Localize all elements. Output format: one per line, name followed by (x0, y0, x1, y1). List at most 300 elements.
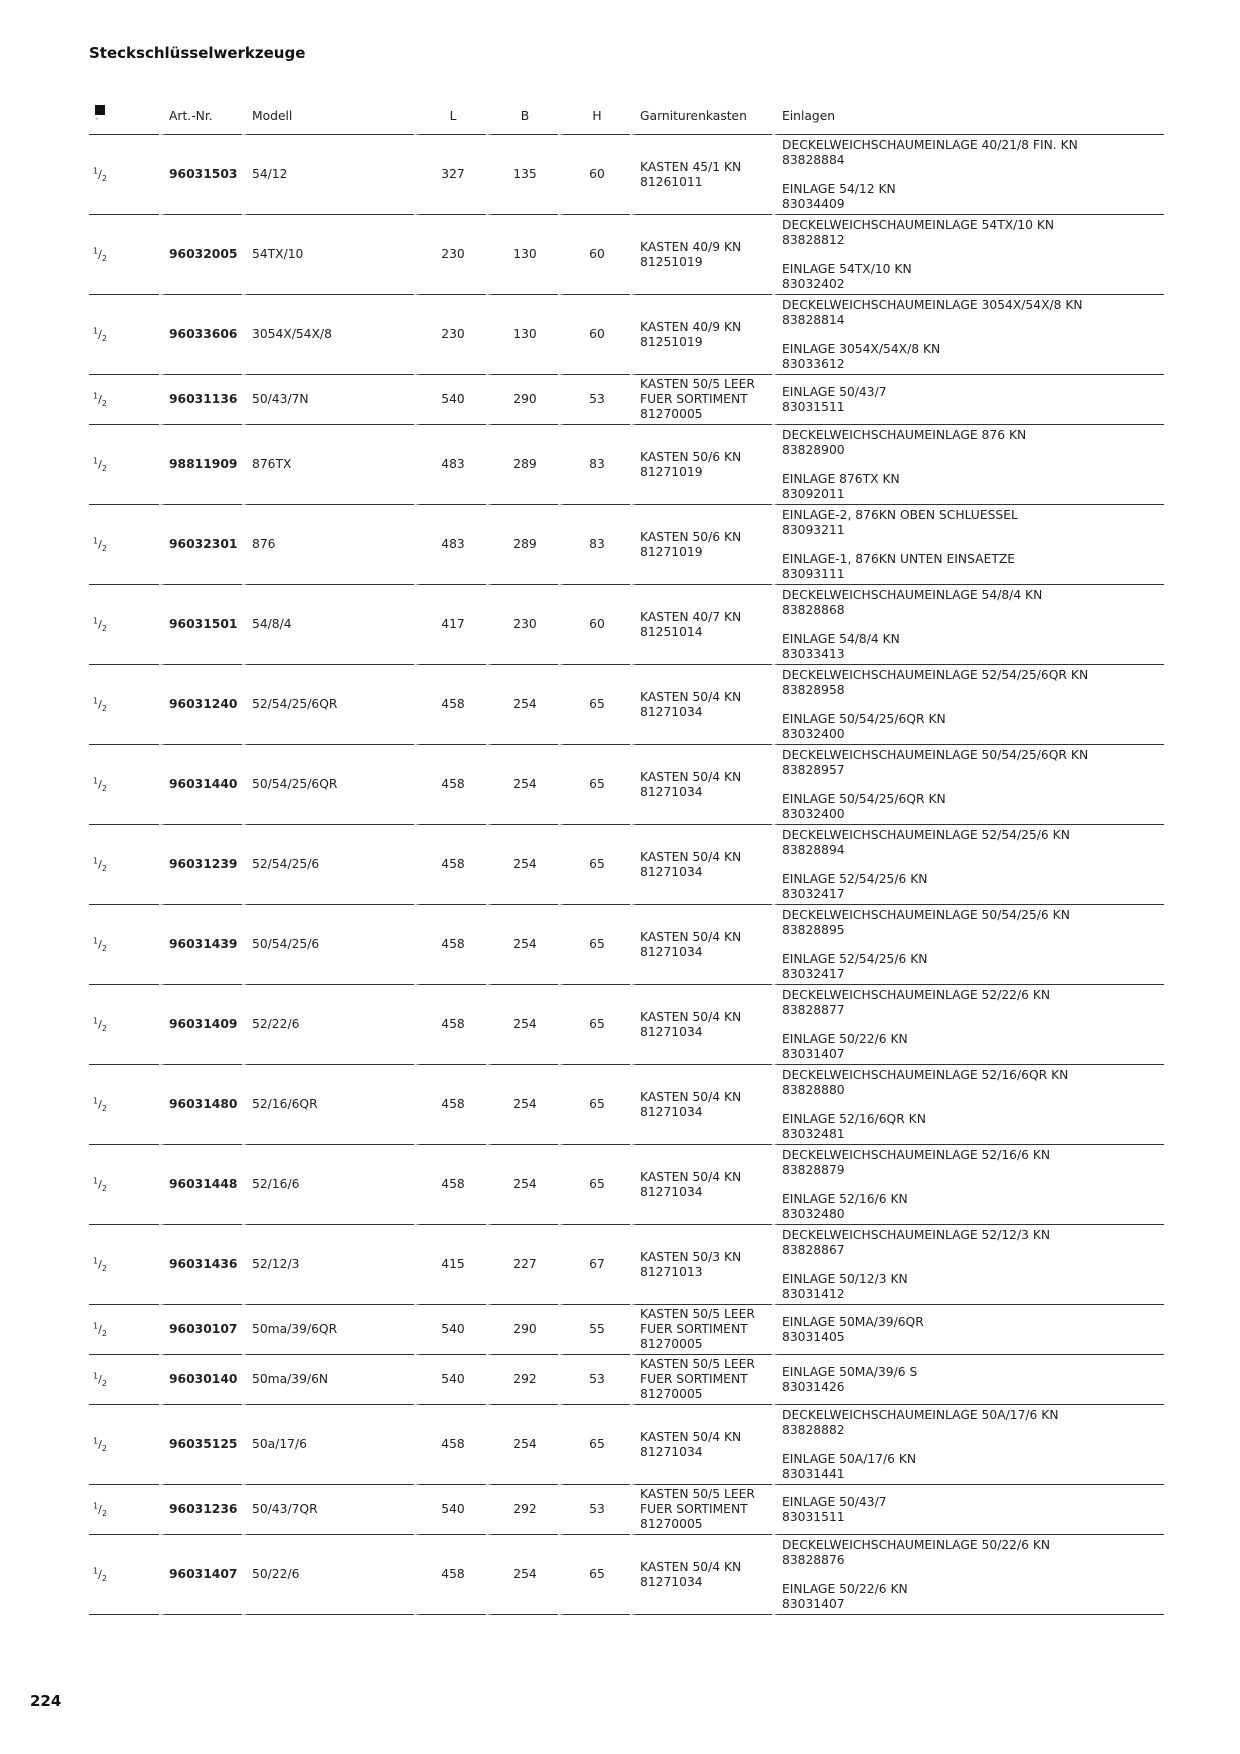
fraction-slash: / (98, 537, 102, 551)
table-row (89, 1225, 1164, 1305)
kasten-line: 81270005 (640, 1387, 703, 1401)
table-row (89, 135, 1164, 215)
art-nr: 96031409 (159, 985, 242, 1065)
length: 458 (414, 1405, 486, 1485)
drive-fraction (93, 698, 107, 711)
einlagen (772, 1145, 1164, 1225)
einlage-number: 83828814 (782, 312, 845, 327)
einlage-number: 83031441 (782, 1466, 845, 1481)
kasten-line: 81271034 (640, 1184, 703, 1199)
fraction-slash: / (98, 1567, 102, 1581)
width: 254 (486, 665, 558, 745)
height: 55 (558, 1305, 630, 1355)
length: 458 (414, 1535, 486, 1615)
kasten-line: FUER SORTIMENT (640, 1502, 748, 1516)
table-row (89, 985, 1164, 1065)
drive-denominator: 2 (101, 398, 107, 408)
einlage-name: DECKELWEICHSCHAUMEINLAGE 54/8/4 KN (782, 587, 1043, 602)
einlagen (772, 585, 1164, 665)
table-row (89, 585, 1164, 665)
width: 230 (486, 585, 558, 665)
drive-size (89, 505, 159, 585)
model: 50ma/39/6N (242, 1355, 414, 1405)
model: 54/12 (242, 135, 414, 215)
drive-denominator: 2 (101, 173, 107, 183)
length: 327 (414, 135, 486, 215)
kasten-line: KASTEN 40/7 KN (640, 609, 742, 624)
drive-fraction (93, 538, 107, 551)
einlage-number: 83828812 (782, 232, 845, 247)
einlage-number: 83032480 (782, 1206, 845, 1221)
drive-fraction (93, 168, 107, 181)
einlage-number: 83032400 (782, 806, 845, 821)
einlage-spacer (782, 1568, 1164, 1582)
einlagen (772, 1405, 1164, 1485)
drive-size (89, 825, 159, 905)
drive-numerator: 1 (93, 1566, 99, 1576)
width: 254 (486, 745, 558, 825)
einlage-spacer (782, 1258, 1164, 1272)
drive-denominator: 2 (101, 943, 107, 953)
table-row (89, 1305, 1164, 1355)
einlage-number: 83031412 (782, 1286, 845, 1301)
garniturenkasten (630, 665, 772, 745)
drive-size (89, 1065, 159, 1145)
einlage-name: EINLAGE 3054X/54X/8 KN (782, 341, 941, 356)
drive-size (89, 295, 159, 375)
length: 458 (414, 905, 486, 985)
kasten-line: 81270005 (640, 1337, 703, 1351)
garniturenkasten (630, 745, 772, 825)
drive-fraction (93, 938, 107, 951)
art-nr: 96032301 (159, 505, 242, 585)
width: 254 (486, 985, 558, 1065)
garniturenkasten (630, 505, 772, 585)
kasten-line: 81251019 (640, 334, 703, 349)
width: 135 (486, 135, 558, 215)
einlage-name: EINLAGE 52/16/6QR KN (782, 1111, 926, 1126)
einlage-spacer (782, 858, 1164, 872)
garniturenkasten (630, 1145, 772, 1225)
fraction-slash: / (98, 1177, 102, 1191)
fraction-slash: / (98, 1372, 102, 1386)
width: 227 (486, 1225, 558, 1305)
drive-numerator: 1 (93, 616, 99, 626)
height: 65 (558, 985, 630, 1065)
model: 50/54/25/6QR (242, 745, 414, 825)
kasten-line: KASTEN 40/9 KN (640, 319, 742, 334)
art-nr: 96031436 (159, 1225, 242, 1305)
length: 458 (414, 985, 486, 1065)
einlage-name: EINLAGE 50MA/39/6 S (782, 1364, 918, 1379)
table-row (89, 1145, 1164, 1225)
product-table (89, 84, 1164, 1615)
kasten-line: KASTEN 50/4 KN (640, 1089, 742, 1104)
einlage-number: 83828876 (782, 1552, 845, 1567)
einlage-number: 83033413 (782, 646, 845, 661)
fraction-slash: / (98, 1437, 102, 1451)
drive-denominator: 2 (101, 1183, 107, 1193)
kasten-line: KASTEN 50/4 KN (640, 929, 742, 944)
header-drive (89, 84, 159, 135)
header-length: L (414, 84, 486, 135)
einlage-name: DECKELWEICHSCHAUMEINLAGE 876 KN (782, 427, 1027, 442)
width: 254 (486, 1535, 558, 1615)
einlage-name: DECKELWEICHSCHAUMEINLAGE 50A/17/6 KN (782, 1407, 1059, 1422)
height: 65 (558, 1405, 630, 1485)
drive-size (89, 1405, 159, 1485)
drive-denominator: 2 (101, 253, 107, 263)
kasten-line: KASTEN 50/4 KN (640, 1009, 742, 1024)
table-row (89, 1355, 1164, 1405)
length: 458 (414, 1145, 486, 1225)
art-nr: 96031503 (159, 135, 242, 215)
einlage-name: EINLAGE 50/22/6 KN (782, 1581, 908, 1596)
drive-size (89, 585, 159, 665)
width: 290 (486, 1305, 558, 1355)
drive-numerator: 1 (93, 456, 99, 466)
drive-denominator: 2 (101, 1508, 107, 1518)
drive-numerator: 1 (93, 696, 99, 706)
width: 292 (486, 1485, 558, 1535)
einlagen (772, 505, 1164, 585)
drive-denominator: 2 (101, 333, 107, 343)
einlage-name: EINLAGE 52/54/25/6 KN (782, 871, 928, 886)
art-nr: 96031480 (159, 1065, 242, 1145)
kasten-line: KASTEN 50/3 KN (640, 1249, 742, 1264)
drive-numerator: 1 (93, 1176, 99, 1186)
kasten-line: 81270005 (640, 1517, 703, 1531)
einlage-name: EINLAGE-1, 876KN UNTEN EINSAETZE (782, 551, 1016, 566)
garniturenkasten (630, 135, 772, 215)
width: 290 (486, 375, 558, 425)
model: 52/12/3 (242, 1225, 414, 1305)
length: 540 (414, 1305, 486, 1355)
table-row (89, 505, 1164, 585)
width: 130 (486, 295, 558, 375)
einlage-name: EINLAGE 54/8/4 KN (782, 631, 900, 646)
table-row (89, 1405, 1164, 1485)
kasten-line: 81271034 (640, 784, 703, 799)
length: 458 (414, 1065, 486, 1145)
kasten-line: 81251014 (640, 624, 703, 639)
drive-fraction (93, 1323, 107, 1336)
drive-numerator: 1 (93, 166, 99, 176)
einlage-name: EINLAGE 50/43/7 (782, 1494, 887, 1509)
einlage-spacer (782, 698, 1164, 712)
drive-fraction (93, 248, 107, 261)
length: 458 (414, 825, 486, 905)
drive-size (89, 1225, 159, 1305)
drive-fraction (93, 778, 107, 791)
art-nr: 98811909 (159, 425, 242, 505)
kasten-line: FUER SORTIMENT (640, 1372, 748, 1386)
kasten-line: 81271013 (640, 1264, 703, 1279)
art-nr: 96031448 (159, 1145, 242, 1225)
model: 50ma/39/6QR (242, 1305, 414, 1355)
model: 50/54/25/6 (242, 905, 414, 985)
drive-numerator: 1 (93, 1321, 99, 1331)
garniturenkasten (630, 215, 772, 295)
fraction-slash: / (98, 857, 102, 871)
einlage-spacer (782, 1438, 1164, 1452)
model: 52/16/6 (242, 1145, 414, 1225)
height: 67 (558, 1225, 630, 1305)
fraction-slash: / (98, 1097, 102, 1111)
height: 53 (558, 1355, 630, 1405)
einlage-number: 83032417 (782, 886, 845, 901)
drive-numerator: 1 (93, 536, 99, 546)
model: 876TX (242, 425, 414, 505)
kasten-line: KASTEN 50/4 KN (640, 1429, 742, 1444)
table-row (89, 745, 1164, 825)
einlage-number: 83031511 (782, 399, 845, 414)
einlage-name: DECKELWEICHSCHAUMEINLAGE 40/21/8 FIN. KN (782, 137, 1078, 152)
table-row (89, 665, 1164, 745)
einlage-number: 83031407 (782, 1046, 845, 1061)
garniturenkasten (630, 1355, 772, 1405)
header-kasten: Garniturenkasten (630, 84, 772, 135)
kasten-line: 81271034 (640, 704, 703, 719)
fraction-slash: / (98, 327, 102, 341)
einlage-number: 83032400 (782, 726, 845, 741)
drive-size (89, 375, 159, 425)
art-nr: 96031439 (159, 905, 242, 985)
height: 60 (558, 295, 630, 375)
length: 540 (414, 375, 486, 425)
drive-fraction (93, 1098, 107, 1111)
einlage-spacer (782, 1098, 1164, 1112)
garniturenkasten (630, 295, 772, 375)
garniturenkasten (630, 905, 772, 985)
einlagen (772, 1485, 1164, 1535)
drive-fraction (93, 393, 107, 406)
einlage-name: DECKELWEICHSCHAUMEINLAGE 54TX/10 KN (782, 217, 1055, 232)
kasten-line: KASTEN 40/9 KN (640, 239, 742, 254)
width: 254 (486, 1145, 558, 1225)
einlage-name: DECKELWEICHSCHAUMEINLAGE 52/12/3 KN (782, 1227, 1051, 1242)
drive-numerator: 1 (93, 1501, 99, 1511)
einlagen (772, 1355, 1164, 1405)
einlagen (772, 985, 1164, 1065)
einlage-number: 83032402 (782, 276, 845, 291)
einlage-name: EINLAGE 876TX KN (782, 471, 900, 486)
einlage-name: DECKELWEICHSCHAUMEINLAGE 52/54/25/6QR KN (782, 667, 1089, 682)
fraction-slash: / (98, 1502, 102, 1516)
kasten-line: KASTEN 50/5 LEER (640, 1357, 755, 1371)
einlage-number: 83828882 (782, 1422, 845, 1437)
einlage-spacer (782, 458, 1164, 472)
kasten-line: KASTEN 45/1 KN (640, 159, 742, 174)
einlage-number: 83828895 (782, 922, 845, 937)
einlage-number: 83828900 (782, 442, 845, 457)
einlagen (772, 1305, 1164, 1355)
drive-size (89, 905, 159, 985)
art-nr: 96031407 (159, 1535, 242, 1615)
art-nr: 96030140 (159, 1355, 242, 1405)
height: 60 (558, 585, 630, 665)
fraction-slash: / (98, 1257, 102, 1271)
drive-size (89, 1305, 159, 1355)
einlage-number: 83034409 (782, 196, 845, 211)
einlage-number: 83828867 (782, 1242, 845, 1257)
kasten-line: KASTEN 50/4 KN (640, 769, 742, 784)
einlage-name: DECKELWEICHSCHAUMEINLAGE 50/54/25/6QR KN (782, 747, 1089, 762)
kasten-line: KASTEN 50/4 KN (640, 1169, 742, 1184)
drive-numerator: 1 (93, 776, 99, 786)
einlagen (772, 1065, 1164, 1145)
kasten-line: KASTEN 50/6 KN (640, 529, 742, 544)
model: 3054X/54X/8 (242, 295, 414, 375)
height: 53 (558, 1485, 630, 1535)
height: 65 (558, 1535, 630, 1615)
width: 289 (486, 425, 558, 505)
art-nr: 96035125 (159, 1405, 242, 1485)
height: 65 (558, 1065, 630, 1145)
drive-denominator: 2 (101, 1573, 107, 1583)
kasten-line: 81271034 (640, 1574, 703, 1589)
drive-size (89, 745, 159, 825)
drive-denominator: 2 (101, 1263, 107, 1273)
einlage-spacer (782, 1178, 1164, 1192)
drive-numerator: 1 (93, 326, 99, 336)
kasten-line: KASTEN 50/4 KN (640, 1559, 742, 1574)
art-nr: 96031240 (159, 665, 242, 745)
kasten-line: 81271019 (640, 464, 703, 479)
kasten-line: 81251019 (640, 254, 703, 269)
fraction-slash: / (98, 457, 102, 471)
length: 458 (414, 665, 486, 745)
einlage-number: 83031511 (782, 1509, 845, 1524)
einlage-name: EINLAGE 50/43/7 (782, 384, 887, 399)
einlage-number: 83092011 (782, 486, 845, 501)
einlage-number: 83031405 (782, 1329, 845, 1344)
table-header (89, 84, 1164, 135)
fraction-slash: / (98, 777, 102, 791)
drive-fraction (93, 1503, 107, 1516)
einlage-name: EINLAGE-2, 876KN OBEN SCHLUESSEL (782, 507, 1018, 522)
einlage-spacer (782, 938, 1164, 952)
width: 292 (486, 1355, 558, 1405)
einlage-name: EINLAGE 54TX/10 KN (782, 261, 912, 276)
height: 83 (558, 425, 630, 505)
einlage-number: 83031426 (782, 1379, 845, 1394)
table-row (89, 825, 1164, 905)
einlagen (772, 745, 1164, 825)
kasten-line: KASTEN 50/5 LEER (640, 377, 755, 391)
einlage-name: DECKELWEICHSCHAUMEINLAGE 3054X/54X/8 KN (782, 297, 1083, 312)
garniturenkasten (630, 1405, 772, 1485)
einlage-spacer (782, 618, 1164, 632)
page-number: 224 (30, 1692, 62, 1710)
width: 254 (486, 905, 558, 985)
art-nr: 96031136 (159, 375, 242, 425)
art-nr: 96031239 (159, 825, 242, 905)
drive-numerator: 1 (93, 1256, 99, 1266)
header-height: H (558, 84, 630, 135)
height: 65 (558, 1145, 630, 1225)
fraction-slash: / (98, 392, 102, 406)
art-nr: 96030107 (159, 1305, 242, 1355)
table-row (89, 425, 1164, 505)
einlage-spacer (782, 248, 1164, 262)
model: 876 (242, 505, 414, 585)
einlage-name: DECKELWEICHSCHAUMEINLAGE 52/16/6 KN (782, 1147, 1051, 1162)
drive-size (89, 1535, 159, 1615)
drive-fraction (93, 1568, 107, 1581)
drive-denominator: 2 (101, 783, 107, 793)
einlage-name: EINLAGE 54/12 KN (782, 181, 896, 196)
einlage-name: DECKELWEICHSCHAUMEINLAGE 52/54/25/6 KN (782, 827, 1070, 842)
einlagen (772, 825, 1164, 905)
garniturenkasten (630, 1305, 772, 1355)
length: 458 (414, 745, 486, 825)
fraction-slash: / (98, 617, 102, 631)
garniturenkasten (630, 825, 772, 905)
garniturenkasten (630, 1485, 772, 1535)
model: 52/22/6 (242, 985, 414, 1065)
drive-denominator: 2 (101, 1023, 107, 1033)
length: 415 (414, 1225, 486, 1305)
kasten-line: 81261011 (640, 174, 703, 189)
length: 483 (414, 425, 486, 505)
drive-numerator: 1 (93, 856, 99, 866)
einlage-number: 83032481 (782, 1126, 845, 1141)
einlage-name: EINLAGE 50MA/39/6QR (782, 1314, 924, 1329)
einlage-name: EINLAGE 52/16/6 KN (782, 1191, 908, 1206)
drive-size (89, 985, 159, 1065)
model: 50a/17/6 (242, 1405, 414, 1485)
einlage-number: 83828877 (782, 1002, 845, 1017)
einlage-name: EINLAGE 50A/17/6 KN (782, 1451, 917, 1466)
einlage-name: EINLAGE 50/22/6 KN (782, 1031, 908, 1046)
drive-size (89, 1145, 159, 1225)
einlage-spacer (782, 1018, 1164, 1032)
kasten-line: KASTEN 50/4 KN (640, 849, 742, 864)
length: 540 (414, 1355, 486, 1405)
drive-denominator: 2 (101, 1443, 107, 1453)
kasten-line: 81271034 (640, 864, 703, 879)
header-einlagen: Einlagen (772, 84, 1164, 135)
table-row (89, 215, 1164, 295)
header-width: B (486, 84, 558, 135)
einlage-number: 83093111 (782, 566, 845, 581)
table-row (89, 295, 1164, 375)
art-nr: 96033606 (159, 295, 242, 375)
fraction-slash: / (98, 697, 102, 711)
kasten-line: 81270005 (640, 407, 703, 421)
einlage-name: DECKELWEICHSCHAUMEINLAGE 52/16/6QR KN (782, 1067, 1069, 1082)
fraction-slash: / (98, 1017, 102, 1031)
header-model: Modell (242, 84, 414, 135)
square-drive-icon (95, 105, 105, 115)
width: 254 (486, 825, 558, 905)
einlagen (772, 665, 1164, 745)
drive-size (89, 135, 159, 215)
kasten-line: KASTEN 50/6 KN (640, 449, 742, 464)
drive-fraction (93, 1018, 107, 1031)
kasten-line: 81271019 (640, 544, 703, 559)
drive-numerator: 1 (93, 1096, 99, 1106)
table-row (89, 1065, 1164, 1145)
kasten-line: 81271034 (640, 944, 703, 959)
einlage-number: 83828879 (782, 1162, 845, 1177)
height: 83 (558, 505, 630, 585)
einlage-name: EINLAGE 50/54/25/6QR KN (782, 791, 946, 806)
einlagen (772, 375, 1164, 425)
kasten-line: KASTEN 50/5 LEER (640, 1307, 755, 1321)
drive-numerator: 1 (93, 246, 99, 256)
